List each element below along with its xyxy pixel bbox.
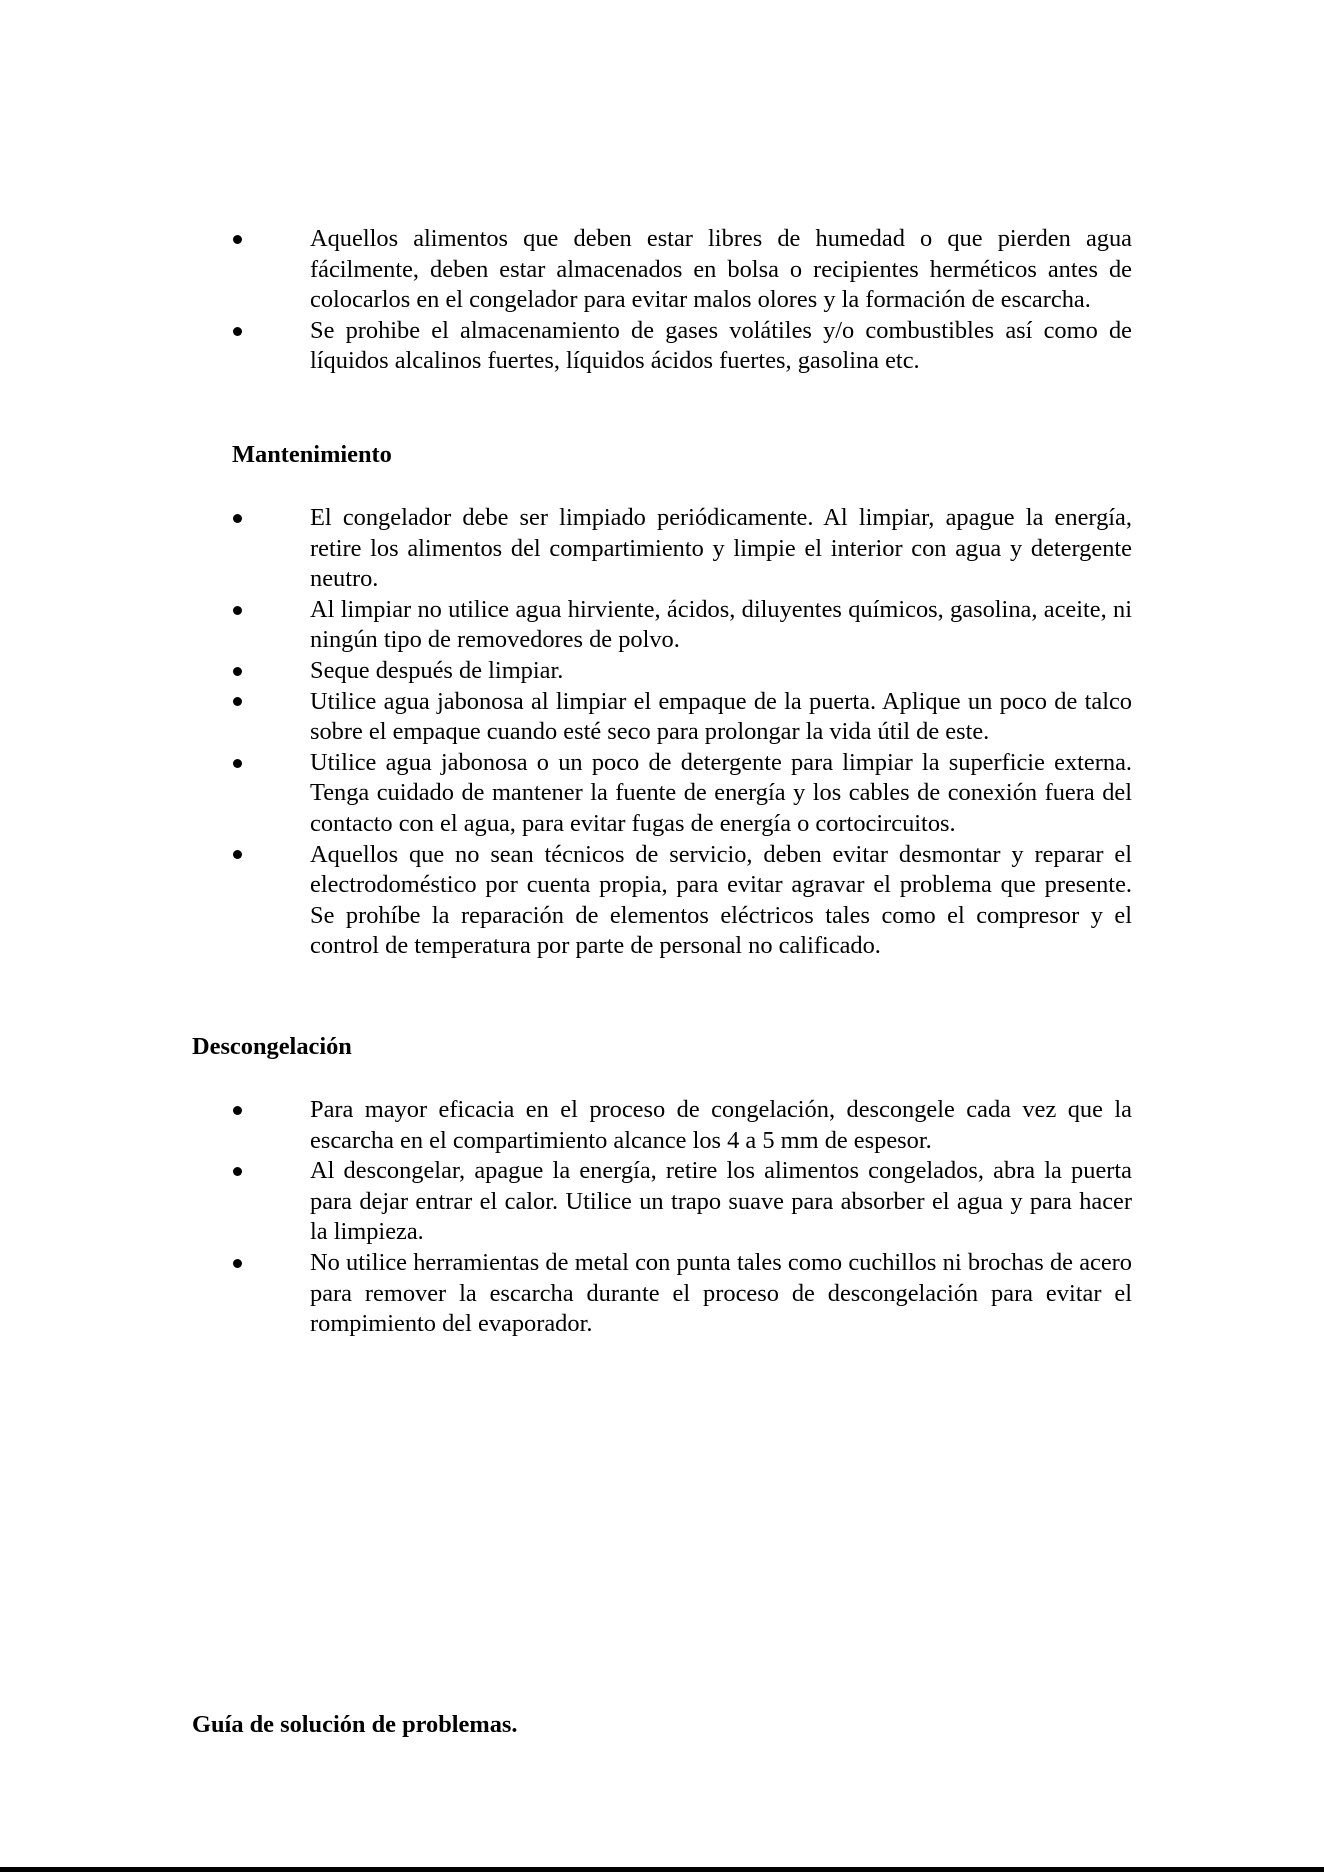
list-item-text: Al limpiar no utilice agua hirviente, ácidos, diluyentes químicos, gasolina, aceite, ni ningún tipo de removedores de polvo.: [310, 595, 1132, 654]
list-item-text: Se prohibe el almacenamiento de gases volátiles y/o combustibles así como de líquidos alcalinos fuertes, líquidos ácidos fuertes, gasolina etc.: [310, 316, 1132, 375]
bullet-icon: [232, 748, 242, 779]
list-item: [310, 224, 1132, 316]
bullet-icon: [232, 595, 242, 626]
intro-list-block: [310, 224, 1132, 377]
bullet-icon: [232, 687, 242, 718]
bullet-icon: [232, 1156, 242, 1187]
intro-bullet-list: [310, 224, 1132, 377]
bullet-icon: [232, 840, 242, 871]
bullet-icon: [232, 224, 242, 255]
list-item: [310, 503, 1132, 595]
section-heading-mantenimiento: Mantenimiento: [232, 441, 392, 468]
list-item-text: Seque después de limpiar.: [310, 656, 564, 684]
mantenimiento-bullet-list: [310, 503, 1132, 962]
list-item-text: Para mayor eficacia en el proceso de congelación, descongele cada vez que la escarcha en el compartimiento alcance los 4 a 5 mm de espesor.: [310, 1096, 1132, 1154]
mantenimiento-list-block: [310, 503, 1132, 962]
list-item: [310, 687, 1132, 748]
bullet-icon: [232, 316, 242, 347]
list-item-text: Aquellos alimentos que deben estar libres de humedad o que pierden agua fácilmente, deben estar almacenados en bolsa o recipientes herméticos antes de colocarlos en el congelador para evitar malos olores y la formación de escarcha.: [310, 225, 1132, 314]
troubleshooting-guide-heading: Guía de solución de problemas.: [192, 1711, 518, 1738]
descongelacion-list-block: [310, 1095, 1132, 1340]
list-item: [310, 316, 1132, 377]
bullet-icon: [232, 503, 242, 534]
descongelacion-bullet-list: [310, 1095, 1132, 1340]
list-item-text: El congelador debe ser limpiado periódicamente. Al limpiar, apague la energía, retire los alimentos del compartimiento y limpie el interior con agua y detergente neutro.: [310, 504, 1132, 593]
list-item: [310, 1156, 1132, 1248]
list-item: [310, 748, 1132, 840]
list-item-text: Utilice agua jabonosa o un poco de detergente para limpiar la superficie externa. Tenga cuidado de mantener la fuente de energía y los cables de conexión fuera del contacto con el agua, para evitar fugas de energía o cortocircuitos.: [310, 748, 1132, 837]
list-item: [310, 656, 1132, 687]
bullet-icon: [232, 1095, 242, 1126]
list-item-text: Al descongelar, apague la energía, retire los alimentos congelados, abra la puerta para dejar entrar el calor. Utilice un trapo suave para absorber el agua y para hacer la limpieza.: [310, 1157, 1132, 1246]
list-item-text: Aquellos que no sean técnicos de servicio, deben evitar desmontar y reparar el electrodoméstico por cuenta propia, para evitar agravar el problema que presente. Se prohíbe la reparación de elementos eléctricos tales como el compresor y el control de temperatura por parte de personal no calificado.: [310, 840, 1132, 960]
bullet-icon: [232, 1248, 242, 1279]
list-item: [310, 595, 1132, 656]
list-item: [310, 1248, 1132, 1340]
list-item: [310, 840, 1132, 962]
list-item: [310, 1095, 1132, 1156]
bullet-icon: [232, 656, 242, 687]
list-item-text: No utilice herramientas de metal con punta tales como cuchillos ni brochas de acero para remover la escarcha durante el proceso de descongelación para evitar el rompimiento del evaporador.: [310, 1248, 1132, 1338]
section-heading-descongelacion: Descongelación: [192, 1033, 352, 1060]
page-bottom-border: [0, 1867, 1324, 1872]
list-item-text: Utilice agua jabonosa al limpiar el empaque de la puerta. Aplique un poco de talco sobre el empaque cuando esté seco para prolongar la vida útil de este.: [310, 687, 1132, 746]
